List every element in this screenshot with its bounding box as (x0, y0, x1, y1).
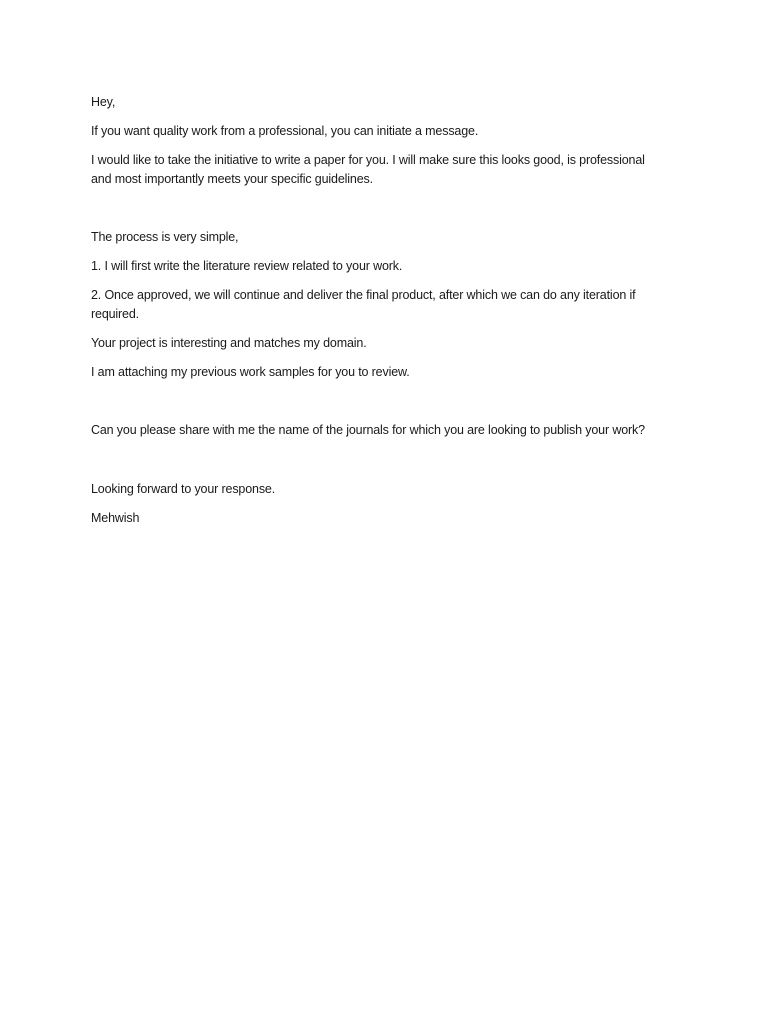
closing: Looking forward to your response. (91, 482, 276, 496)
project-note: Your project is interesting and matches my domain. (91, 336, 367, 350)
process-step-2-line-2: required. (91, 307, 139, 321)
question: Can you please share with me the name of the journals for which you are looking to publish your work? (91, 423, 645, 437)
paragraph-offer-line-2: and most importantly meets your specific guidelines. (91, 172, 373, 186)
signature: Mehwish (91, 511, 140, 525)
process-step-2-line-1: 2. Once approved, we will continue and deliver the final product, after which we can do any iteration if (91, 288, 636, 302)
process-step-1: 1. I will first write the literature review related to your work. (91, 259, 403, 273)
paragraph-intro: If you want quality work from a professional, you can initiate a message. (91, 124, 479, 138)
greeting: Hey, (91, 95, 116, 109)
paragraph-offer-line-1: I would like to take the initiative to write a paper for you. I will make sure this looks good, is professional (91, 153, 645, 167)
process-intro: The process is very simple, (91, 230, 239, 244)
attachment-note: I am attaching my previous work samples for you to review. (91, 365, 410, 379)
